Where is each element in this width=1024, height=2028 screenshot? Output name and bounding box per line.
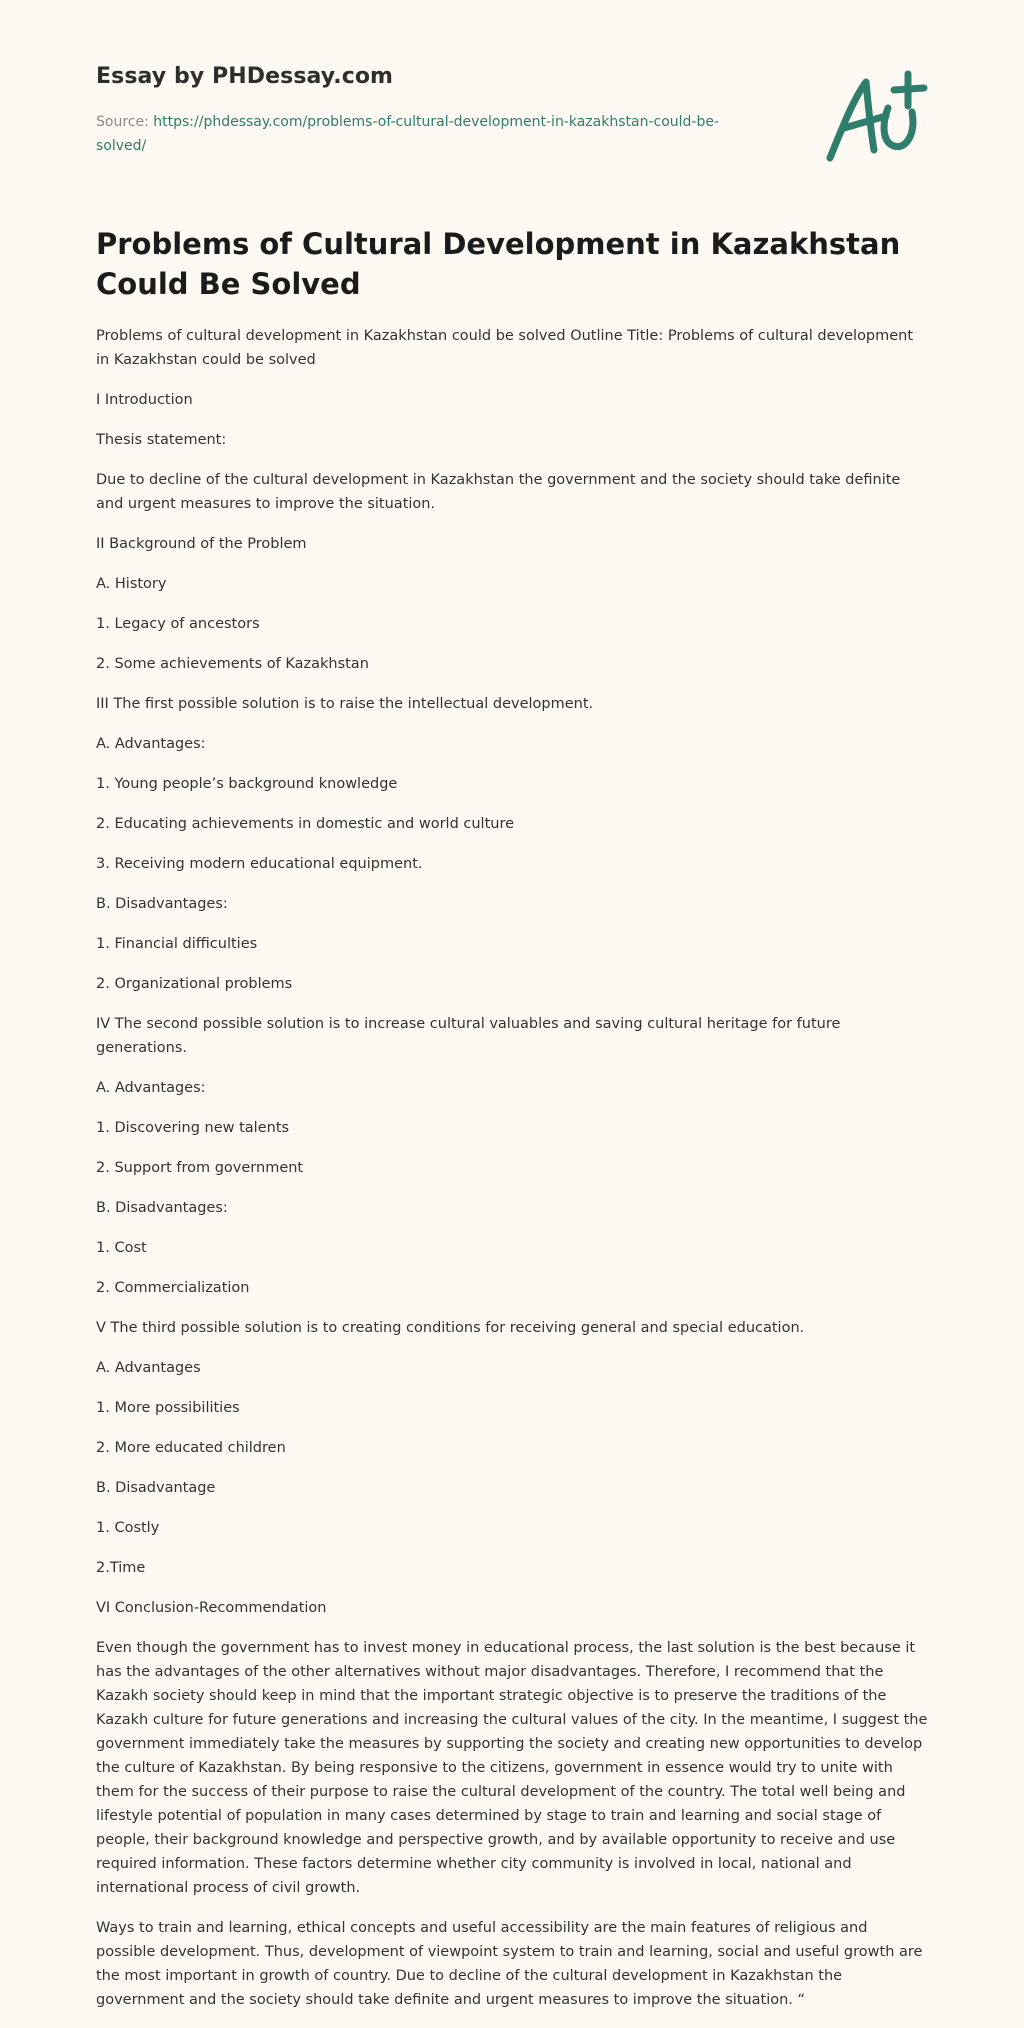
paragraph: B. Disadvantages: xyxy=(96,1200,228,1216)
essay-body xyxy=(96,324,928,2028)
paragraph: A. Advantages: xyxy=(96,736,206,752)
paragraph: 2. Commercialization xyxy=(96,1280,250,1296)
source-link[interactable]: https://phdessay.com/problems-of-cultural-development-in-kazakhstan-could-be-solved/ xyxy=(96,114,720,154)
paragraph: A. Advantages: xyxy=(96,1080,206,1096)
essay-title: Problems of Cultural Development in Kazakhstan Could Be Solved xyxy=(96,227,901,301)
paragraph: 2. Some achievements of Kazakhstan xyxy=(96,656,369,672)
paragraph: 1. More possibilities xyxy=(96,1400,240,1416)
paragraph: B. Disadvantages: xyxy=(96,896,228,912)
site-brand: Essay by PHDessay.com xyxy=(96,64,394,89)
paragraph: 2. Educating achievements in domestic and world culture xyxy=(96,816,515,832)
paragraph: 1. Costly xyxy=(96,1520,160,1536)
paragraph: 1. Legacy of ancestors xyxy=(96,616,260,632)
paragraph: 2. More educated children xyxy=(96,1440,286,1456)
paragraph: 1. Discovering new talents xyxy=(96,1120,290,1136)
paragraph: A. Advantages xyxy=(96,1360,201,1376)
source-line xyxy=(96,110,756,158)
paragraph: 1. Financial difficulties xyxy=(96,936,258,952)
paragraph: Due to decline of the cultural development in Kazakhstan the government and the society should take definite and urgent measures to improve the situation. xyxy=(96,472,901,512)
paragraph: 1. Cost xyxy=(96,1240,147,1256)
paragraph: 2. Support from government xyxy=(96,1160,304,1176)
paragraph: 1. Young people’s background knowledge xyxy=(96,776,398,792)
paragraph: B. Disadvantage xyxy=(96,1480,216,1496)
paragraph: III The first possible solution is to raise the intellectual development. xyxy=(96,696,594,712)
paragraph: A. History xyxy=(96,576,167,592)
source-label: Source: xyxy=(96,114,154,130)
paragraph: Even though the government has to invest money in educational process, the last solution is the best because it has the advantages of the other alternatives without major disadvantages. Therefore, I recommend that the Kazakh society should keep in mind that the important strategic objective is to preserve the traditions of the Kazakh culture for future generations and increasing the cultural values of the city. In the meantime, I suggest the government immediately take the measures by supporting the society and creating new opportunities to develop the culture of Kazakhstan. By being responsive to the citizens, government in essence would try to unite with them for the success of their purpose to raise the cultural development of the country. The total well being and lifestyle potential of population in many cases determined by stage to train and learning and social stage of people, their background knowledge and perspective growth, and by available opportunity to receive and use required information. These factors determine whether city community is involved in local, national and international process of civil growth. xyxy=(96,1640,928,1896)
paragraph: 2. Organizational problems xyxy=(96,976,293,992)
paragraph: IV The second possible solution is to increase cultural valuables and saving cultural heritage for future generations. xyxy=(96,1016,841,1056)
paragraph: I Introduction xyxy=(96,392,193,408)
paragraph: 2.Time xyxy=(96,1560,146,1576)
paragraph: V The third possible solution is to creating conditions for receiving general and special education. xyxy=(96,1320,805,1336)
a-plus-logo-icon xyxy=(820,68,930,168)
paragraph: 3. Receiving modern educational equipment. xyxy=(96,856,423,872)
paragraph: Thesis statement: xyxy=(96,432,227,448)
paragraph: Problems of cultural development in Kazakhstan could be solved Outline Title: Problems of cultural development in Kazakhstan could be solved xyxy=(96,328,914,368)
paragraph: II Background of the Problem xyxy=(96,536,307,552)
paragraph: VI Conclusion-Recommendation xyxy=(96,1600,327,1616)
paragraph: Ways to train and learning, ethical concepts and useful accessibility are the main features of religious and possible development. Thus, development of viewpoint system to train and learning, social and useful growth are the most important in growth of country. Due to decline of the cultural development in Kazakhstan the government and the society should take definite and urgent measures to improve the situation. “ xyxy=(96,1920,923,2008)
